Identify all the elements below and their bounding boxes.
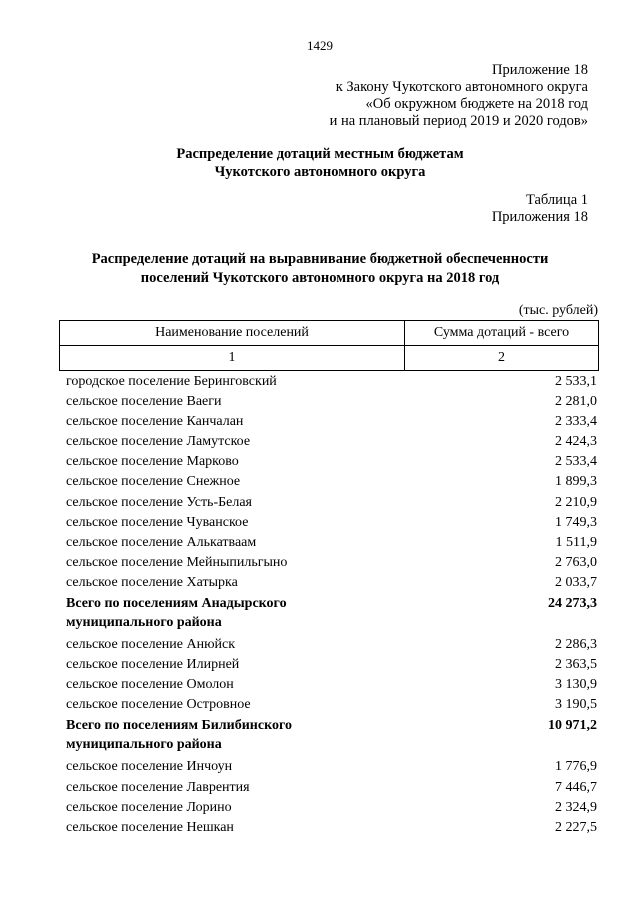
subsidy-sum: 1 749,3	[555, 514, 597, 530]
settlement-name-line: сельское поселение Островное	[66, 697, 251, 713]
subsidy-sum: 3 190,5	[555, 697, 597, 713]
subsidy-sum: 2 281,0	[555, 394, 597, 410]
main-title	[0, 145, 640, 181]
table-header	[59, 320, 599, 371]
settlement-name	[66, 553, 555, 573]
settlement-name	[66, 513, 555, 533]
subsidy-sum: 2 533,1	[555, 374, 597, 389]
settlement-name-line: сельское поселение Усть-Белая	[66, 494, 252, 510]
settlement-name	[66, 695, 555, 715]
table-title	[0, 250, 640, 288]
settlement-name-line: сельское поселение Мейныпильгыно	[66, 554, 288, 570]
settlement-name-line: муниципального района	[66, 737, 222, 753]
settlement-name	[66, 594, 548, 632]
subsidy-sum: 2 333,4	[555, 414, 597, 430]
table-row	[66, 695, 597, 715]
subsidy-sum: 7 446,7	[555, 779, 597, 795]
subsidy-sum: 2 286,3	[555, 637, 597, 653]
appendix-line: и на плановый период 2019 и 2020 годов»	[329, 113, 588, 129]
settlement-name	[66, 655, 555, 675]
table-reference	[492, 192, 588, 226]
settlement-name	[66, 675, 555, 695]
settlement-name-line: сельское поселение Омолон	[66, 677, 234, 693]
settlement-name	[66, 392, 555, 412]
table-body	[66, 372, 597, 838]
table-total-row	[66, 715, 597, 757]
table-row	[66, 472, 597, 492]
units-label: (тыс. рублей)	[518, 303, 598, 318]
column-number-2: 2	[405, 346, 599, 371]
appendix-header	[330, 62, 588, 130]
settlement-name	[66, 432, 555, 452]
subsidy-sum: 2 763,0	[555, 554, 597, 570]
page-number: 1429	[307, 38, 333, 53]
subsidy-sum: 2 424,3	[555, 434, 597, 450]
subsidy-sum: 1 899,3	[555, 474, 597, 490]
column-number-row	[60, 346, 599, 371]
settlement-name-line: сельское поселение Нешкан	[66, 819, 234, 835]
table-row	[66, 372, 597, 392]
subsidy-sum: 10 971,2	[548, 718, 597, 734]
table-row	[66, 778, 597, 798]
settlement-name-line: городское поселение Беринговский	[66, 374, 277, 389]
settlement-name-line: сельское поселение Анюйск	[66, 637, 236, 653]
settlement-name-line: сельское поселение Илирней	[66, 657, 240, 673]
table-row	[66, 675, 597, 695]
settlement-name-line: Всего по поселениям Анадырского	[66, 596, 287, 612]
settlement-name-line: сельское поселение Лорино	[66, 799, 232, 815]
settlement-name-line: муниципального района	[66, 615, 222, 631]
settlement-name	[66, 798, 555, 818]
table-row	[66, 635, 597, 655]
settlement-name-line: сельское поселение Лаврентия	[66, 779, 250, 795]
table-row	[66, 553, 597, 573]
settlement-name-line: сельское поселение Ламутское	[66, 434, 251, 450]
table-row	[66, 452, 597, 472]
main-title-line: Распределение дотаций местным бюджетам	[176, 146, 464, 162]
settlement-name	[66, 757, 555, 777]
subsidy-sum: 1 776,9	[555, 759, 597, 775]
table-ref-line: Приложения 18	[491, 209, 588, 225]
column-header-sum: Сумма дотаций - всего	[405, 321, 599, 346]
settlement-name-line: сельское поселение Инчоун	[66, 759, 233, 775]
settlement-name-line: сельское поселение Канчалан	[66, 414, 244, 430]
subsidy-sum: 3 130,9	[555, 677, 597, 693]
settlement-name	[66, 716, 548, 754]
settlement-name-line: Всего по поселениям Билибинского	[66, 718, 292, 734]
table-row	[66, 818, 597, 838]
main-title-line: Чукотского автономного округа	[214, 164, 426, 180]
settlement-name	[66, 533, 556, 553]
settlement-name	[66, 573, 555, 593]
table-row	[66, 798, 597, 818]
column-header-name: Наименование поселений	[60, 321, 405, 346]
table-total-row	[66, 593, 597, 635]
table-row	[66, 513, 597, 533]
table-row	[66, 757, 597, 777]
subsidy-sum: 24 273,3	[548, 596, 597, 612]
subsidy-sum: 2 533,4	[555, 454, 597, 470]
settlement-name-line: сельское поселение Снежное	[66, 474, 241, 490]
table-row	[66, 573, 597, 593]
settlement-name	[66, 452, 555, 472]
subsidy-sum: 2 324,9	[555, 799, 597, 815]
appendix-line: к Закону Чукотского автономного округа	[335, 79, 588, 95]
table-title-line: поселений Чукотского автономного округа на 2018 год	[140, 270, 500, 286]
table-row	[66, 655, 597, 675]
subsidy-sum: 2 227,5	[555, 819, 597, 835]
table-row	[66, 392, 597, 412]
settlement-name	[66, 818, 555, 838]
column-header-row	[60, 321, 599, 346]
appendix-line: Приложение 18	[492, 62, 588, 78]
settlement-name-line: сельское поселение Чуванское	[66, 514, 249, 530]
settlement-name-line: сельское поселение Хатырка	[66, 574, 238, 590]
table-row	[66, 432, 597, 452]
table-ref-line: Таблица 1	[525, 192, 588, 208]
table-row	[66, 533, 597, 553]
settlement-name	[66, 493, 555, 513]
subsidy-sum: 2 363,5	[555, 657, 597, 673]
appendix-line: «Об окружном бюджете на 2018 год	[365, 96, 588, 112]
settlement-name	[66, 472, 555, 492]
table-title-line: Распределение дотаций на выравнивание бюджетной обеспеченности	[91, 251, 549, 267]
column-number-1: 1	[60, 346, 405, 371]
table-row	[66, 412, 597, 432]
subsidy-sum: 1 511,9	[555, 534, 597, 550]
subsidy-sum: 2 210,9	[555, 494, 597, 510]
settlement-name	[66, 372, 555, 392]
settlement-name-line: сельское поселение Алькатваам	[66, 534, 257, 550]
settlement-name	[66, 778, 555, 798]
settlement-name-line: сельское поселение Ваеги	[66, 394, 222, 410]
settlement-name-line: сельское поселение Марково	[66, 454, 239, 470]
subsidy-sum: 2 033,7	[555, 574, 597, 590]
table-row	[66, 493, 597, 513]
settlement-name	[66, 635, 555, 655]
settlement-name	[66, 412, 555, 432]
